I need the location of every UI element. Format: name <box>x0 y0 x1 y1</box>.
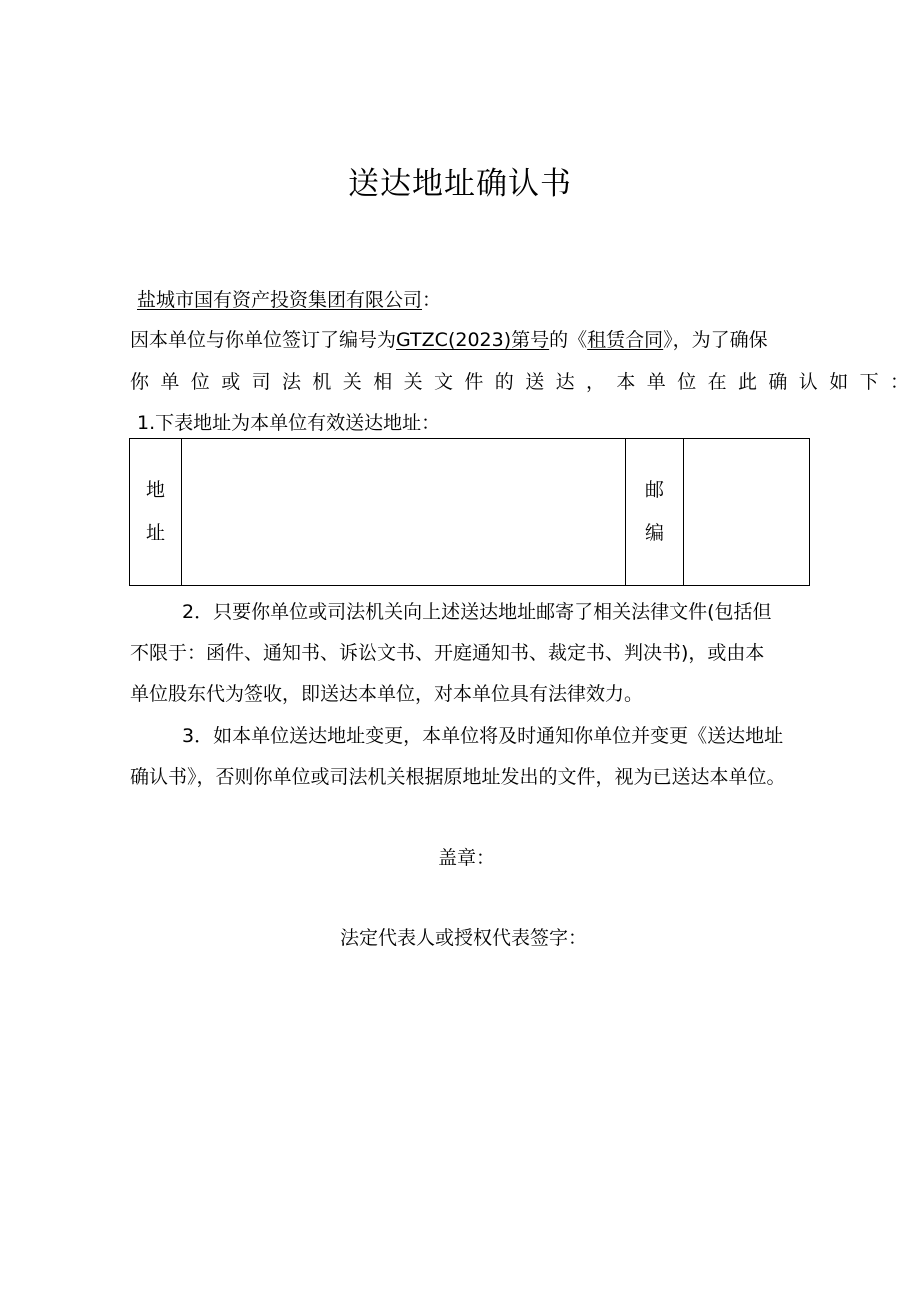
seal-label: 盖章： <box>438 847 496 869</box>
item-1: 1.下表地址为本单位有效送达地址： <box>137 412 441 434</box>
addressee-colon: ： <box>422 289 442 311</box>
intro-part-2: 的《 <box>549 329 588 351</box>
postcode-value-cell[interactable] <box>684 439 810 586</box>
item-3-line-1: 3．如本单位送达地址变更，本单位将及时通知你单位并变更《送达地址 <box>182 725 784 747</box>
address-table <box>129 438 810 586</box>
item-2-line-1: 2．只要你单位或司法机关向上述送达地址邮寄了相关法律文件(包括但 <box>182 601 772 623</box>
address-label-char-1: 地 <box>145 479 165 501</box>
contract-name: 租赁合同 <box>587 329 664 351</box>
intro-part-3: 》，为了确保 <box>663 329 768 351</box>
intro-line-2: 你单位或司法机关相关文件的送达，本单位在此确认如下： <box>130 371 920 393</box>
address-value-cell[interactable] <box>182 439 626 586</box>
item-2-line-2: 不限于：函件、通知书、诉讼文书、开庭通知书、裁定书、判决书)，或由本 <box>130 642 765 664</box>
item-3-line-2: 确认书》，否则你单位或司法机关根据原地址发出的文件，视为已送达本单位。 <box>130 766 786 788</box>
signature-label: 法定代表人或授权代表签字： <box>340 927 588 949</box>
intro-part-1: 因本单位与你单位签订了编号为 <box>130 329 397 351</box>
postcode-label-char-2: 编 <box>644 522 664 544</box>
postcode-label-char-1: 邮 <box>644 479 664 501</box>
intro-line-1 <box>130 328 768 352</box>
postcode-label-cell <box>626 439 684 586</box>
addressee-name: 盐城市国有资产投资集团有限公司 <box>137 289 423 311</box>
addressee-line <box>137 288 441 312</box>
page-title: 送达地址确认书 <box>348 166 572 202</box>
address-label-cell <box>130 439 182 586</box>
item-2-line-3: 单位股东代为签收，即送达本单位，对本单位具有法律效力。 <box>130 683 644 705</box>
address-label-char-2: 址 <box>145 522 165 544</box>
contract-number: GTZC(2023)第号 <box>396 329 550 351</box>
